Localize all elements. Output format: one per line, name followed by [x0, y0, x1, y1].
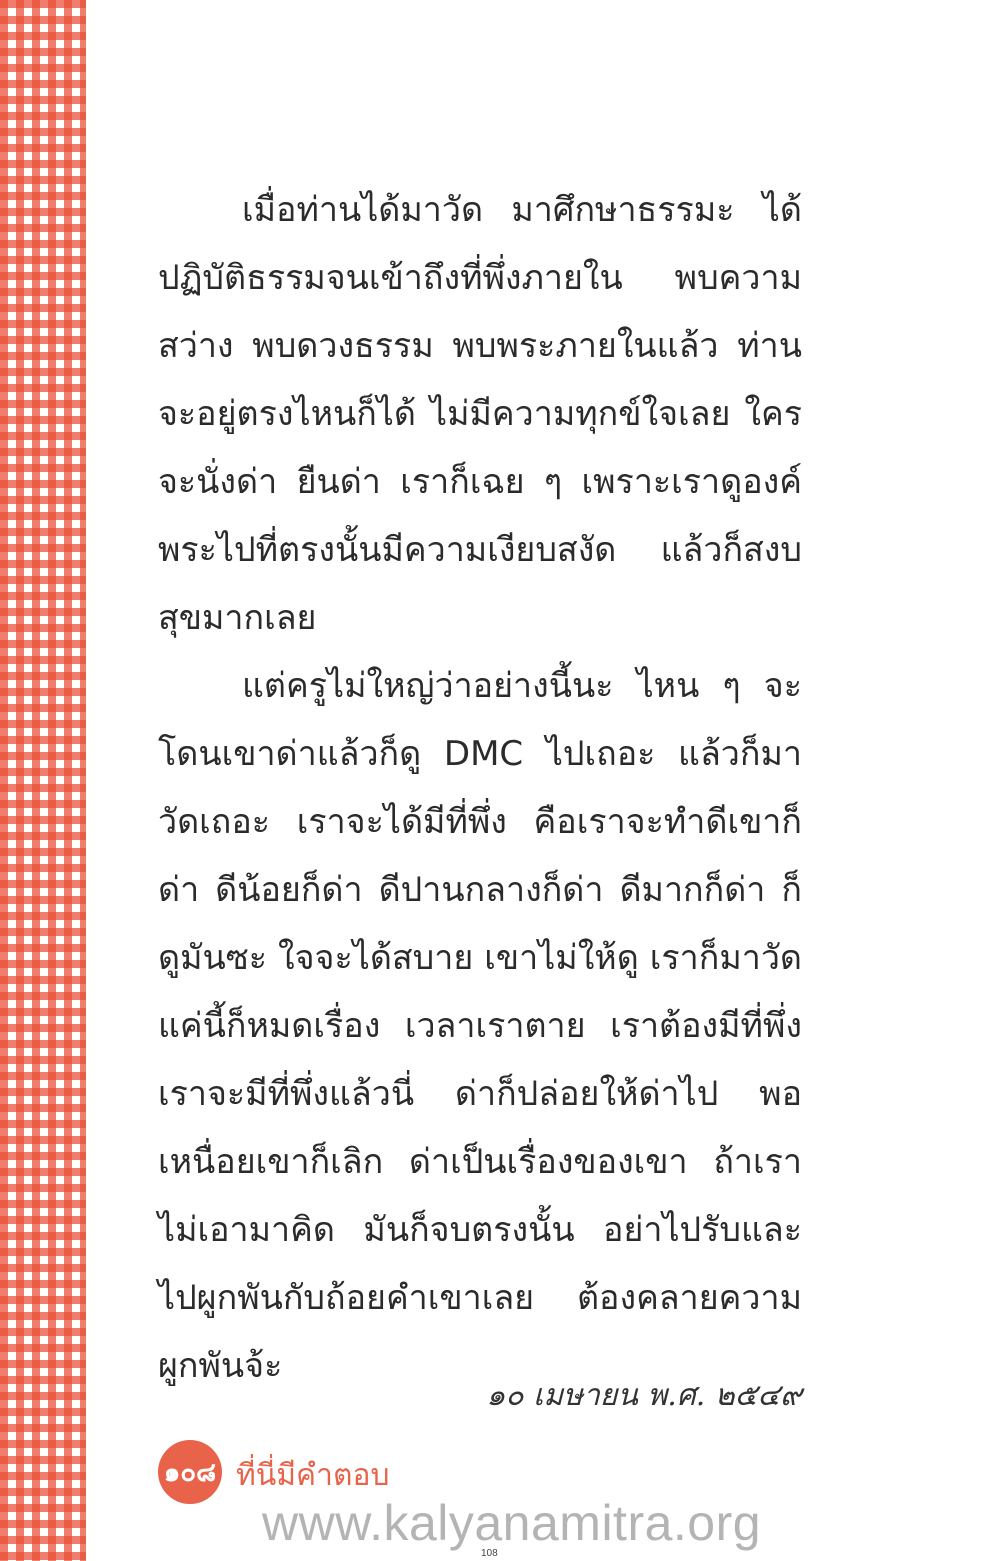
page-number-badge: ๑๐๘ [158, 1440, 222, 1504]
paragraph-2: แต่ครูไม่ใหญ่ว่าอย่างนี้นะ ไหน ๆ จะโดนเขาด่าแล้วก็ดู DMC ไปเถอะ แล้วก็มาวัดเถอะ เราจะได้มีที่พึ่ง คือเราจะทำดีเขาก็ด่า ดีน้อยก็ด่า ดีปานกลางก็ด่า ดีมากก็ด่า ก็ดูมันซะ ใจจะได้สบาย เขาไม่ให้ดู เราก็มาวัด แค่นี้ก็หมดเรื่อง เวลาเราตาย เราต้องมีที่พึ่ง เราจะมีที่พึ่งแล้วนี่ ด่าก็ปล่อยให้ด่าไป พอเหนื่อยเขาก็เลิก ด่าเป็นเรื่องของเขา ถ้าเราไม่เอามาคิด มันก็จบตรงนั้น อย่าไปรับและไปผูกพันกับถ้อยคำเขาเลย ต้องคลายความผูกพันจ้ะ [158, 666, 802, 1386]
book-title: ที่นี่มีคำตอบ [236, 1458, 390, 1493]
date-line: ๑๐ เมษายน พ.ศ. ๒๕๔๙ [486, 1378, 802, 1413]
gingham-border [0, 0, 86, 1561]
folio-number: 108 [481, 1548, 498, 1559]
page-body [158, 176, 802, 1400]
website-watermark: www.kalyanamitra.org [262, 1495, 762, 1551]
paragraph-1: เมื่อท่านได้มาวัด มาศึกษาธรรมะ ได้ปฏิบัติธรรมจนเข้าถึงที่พึ่งภายใน พบความสว่าง พบดวงธรรม พบพระภายในแล้ว ท่านจะอยู่ตรงไหนก็ได้ ไม่มีความทุกข์ใจเลย ใครจะนั่งด่า ยืนด่า เราก็เฉย ๆ เพราะเราดูองค์พระไปที่ตรงนั้นมีความเงียบสงัด แล้วก็สงบสุขมากเลย [158, 190, 802, 638]
